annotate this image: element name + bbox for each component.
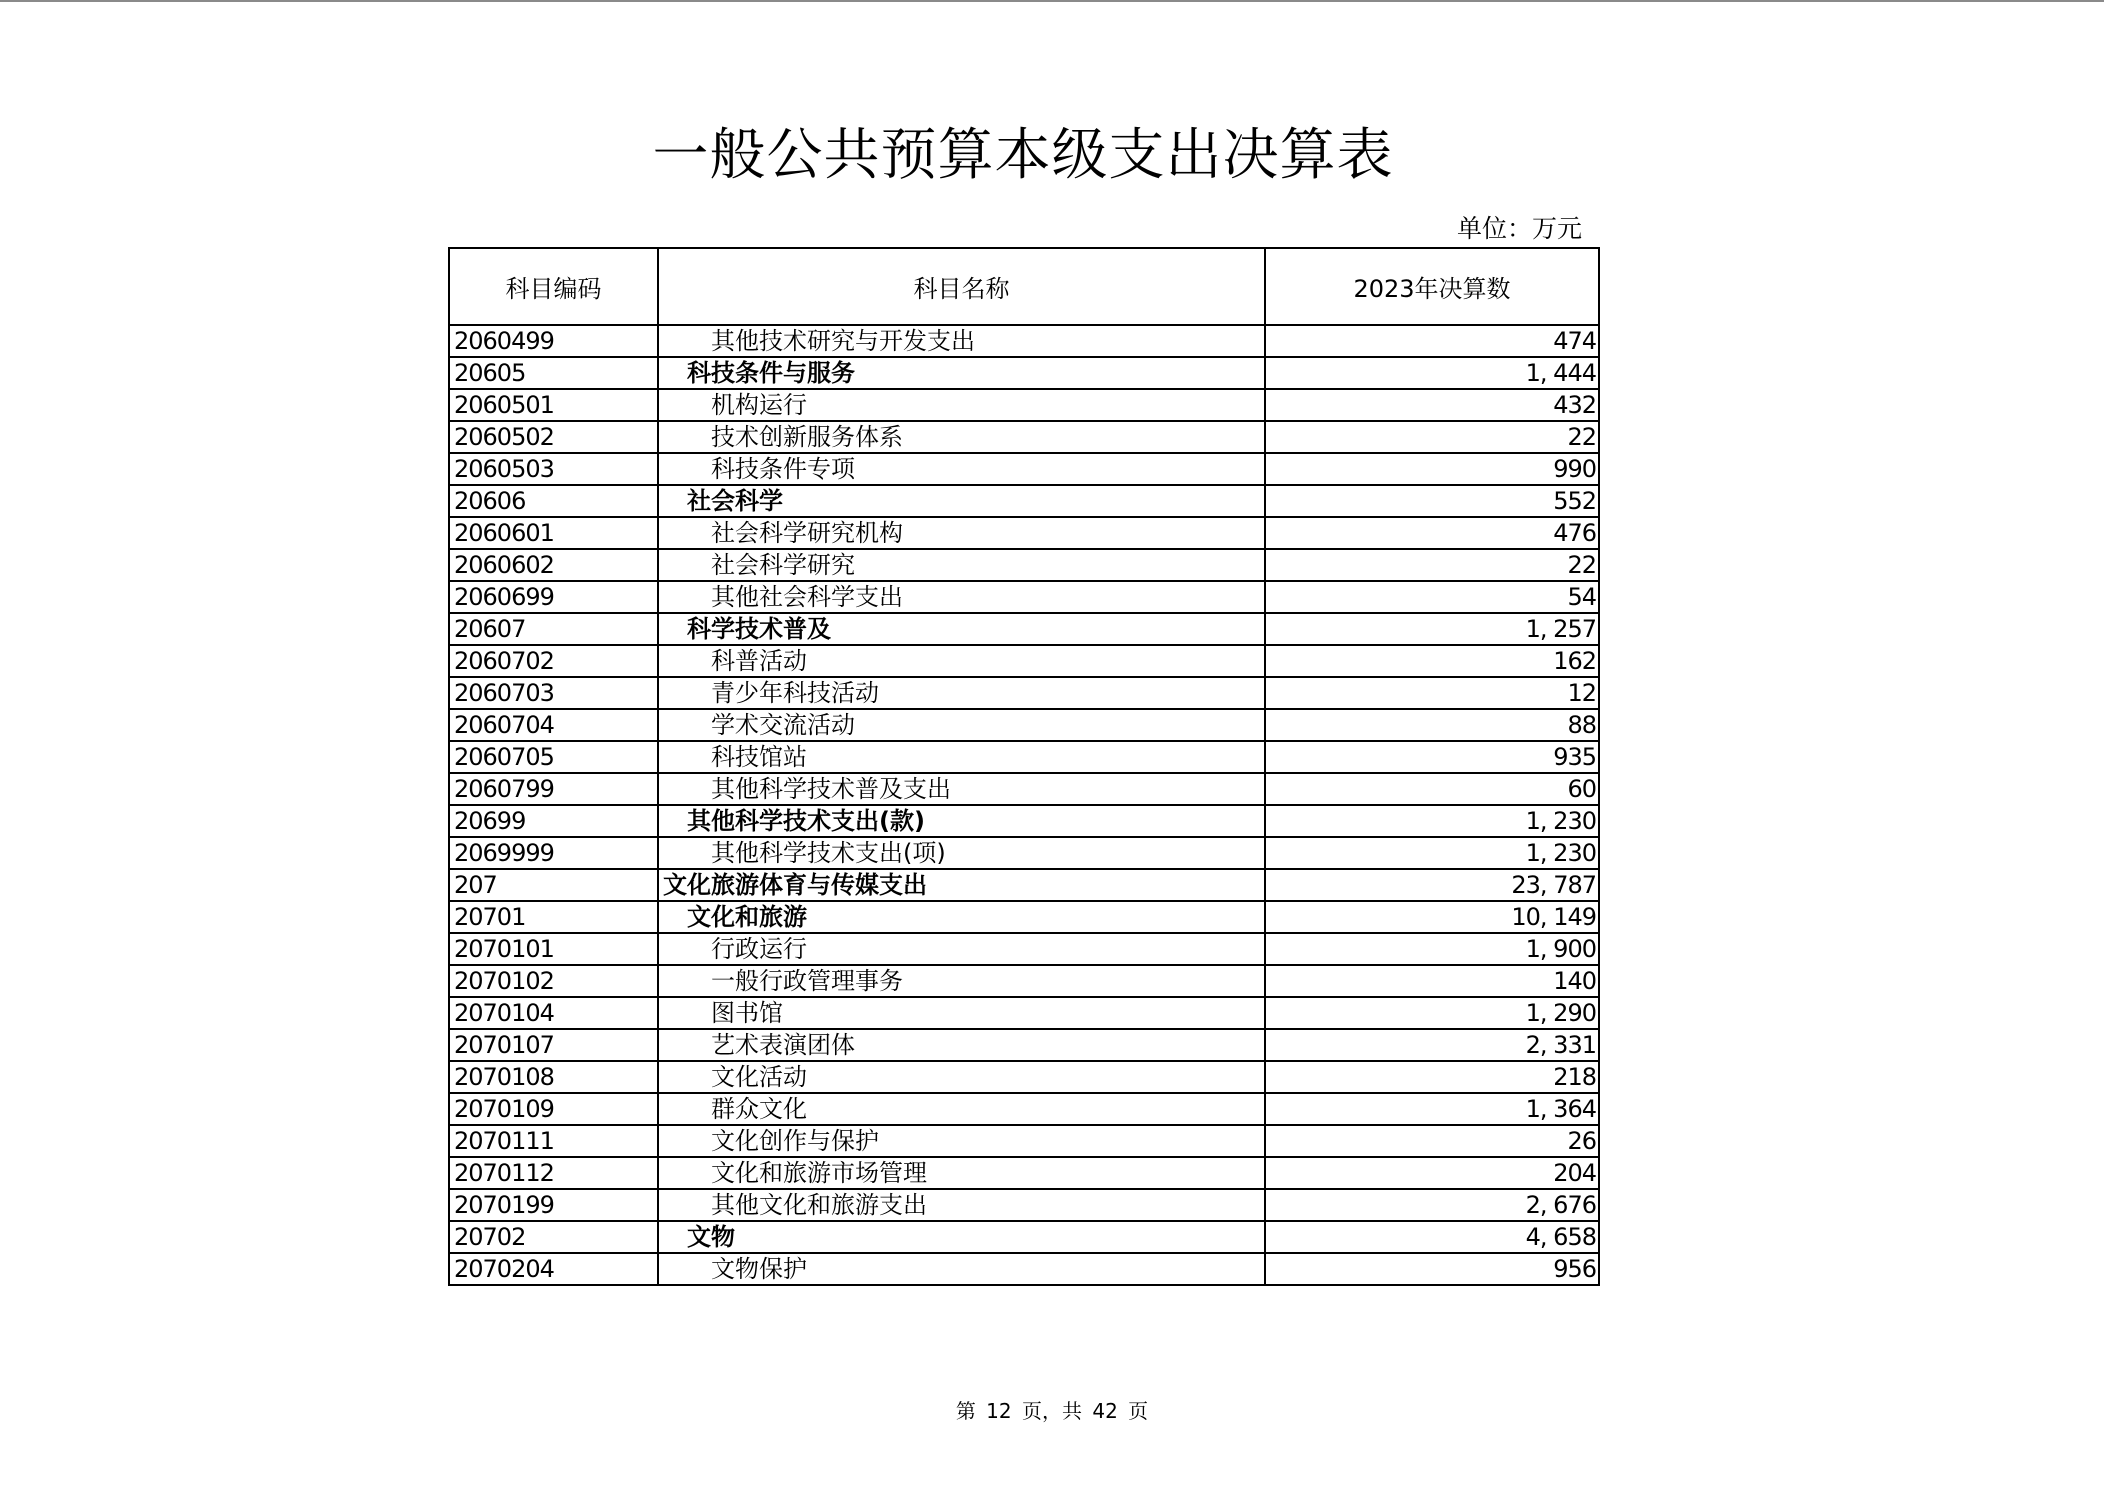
- table-row: [449, 741, 1599, 773]
- cell-name: 其他科学技术支出(款): [658, 805, 1265, 837]
- cell-code: 2060703: [449, 677, 658, 709]
- cell-code: 20607: [449, 613, 658, 645]
- table-row: [449, 997, 1599, 1029]
- cell-code: 2070204: [449, 1253, 658, 1285]
- cell-amount: 1, 444: [1265, 357, 1599, 389]
- table-row: [449, 357, 1599, 389]
- cell-amount: 204: [1265, 1157, 1599, 1189]
- cell-code: 2060601: [449, 517, 658, 549]
- cell-code: 2070199: [449, 1189, 658, 1221]
- cell-code: 2069999: [449, 837, 658, 869]
- cell-name: 社会科学研究机构: [658, 517, 1265, 549]
- cell-amount: 956: [1265, 1253, 1599, 1285]
- table-row: [449, 1189, 1599, 1221]
- table-row: [449, 709, 1599, 741]
- cell-amount: 12: [1265, 677, 1599, 709]
- cell-code: 20702: [449, 1221, 658, 1253]
- cell-code: 2060705: [449, 741, 658, 773]
- cell-code: 2070102: [449, 965, 658, 997]
- cell-code: 2070111: [449, 1125, 658, 1157]
- cell-amount: 935: [1265, 741, 1599, 773]
- cell-amount: 23, 787: [1265, 869, 1599, 901]
- cell-amount: 1, 900: [1265, 933, 1599, 965]
- header-name: 科目名称: [658, 248, 1265, 325]
- cell-name: 一般行政管理事务: [658, 965, 1265, 997]
- cell-amount: 22: [1265, 421, 1599, 453]
- cell-amount: 1, 257: [1265, 613, 1599, 645]
- cell-code: 20605: [449, 357, 658, 389]
- table-row: [449, 869, 1599, 901]
- cell-name: 群众文化: [658, 1093, 1265, 1125]
- cell-code: 20606: [449, 485, 658, 517]
- cell-name: 科技条件专项: [658, 453, 1265, 485]
- header-code: 科目编码: [449, 248, 658, 325]
- cell-amount: 476: [1265, 517, 1599, 549]
- table-row: [449, 645, 1599, 677]
- cell-amount: 218: [1265, 1061, 1599, 1093]
- cell-name: 科学技术普及: [658, 613, 1265, 645]
- cell-amount: 1, 230: [1265, 805, 1599, 837]
- cell-amount: 432: [1265, 389, 1599, 421]
- cell-code: 2070109: [449, 1093, 658, 1125]
- cell-code: 2070101: [449, 933, 658, 965]
- cell-amount: 4, 658: [1265, 1221, 1599, 1253]
- cell-name: 文化创作与保护: [658, 1125, 1265, 1157]
- cell-name: 其他社会科学支出: [658, 581, 1265, 613]
- table-row: [449, 1029, 1599, 1061]
- table-row: [449, 613, 1599, 645]
- page-footer: 第 12 页，共 42 页: [955, 1399, 1149, 1423]
- cell-amount: 2, 331: [1265, 1029, 1599, 1061]
- table-row: [449, 485, 1599, 517]
- table-row: [449, 421, 1599, 453]
- cell-amount: 60: [1265, 773, 1599, 805]
- cell-amount: 1, 290: [1265, 997, 1599, 1029]
- unit-label: 单位：万元: [1456, 214, 1582, 243]
- cell-amount: 88: [1265, 709, 1599, 741]
- cell-amount: 990: [1265, 453, 1599, 485]
- cell-name: 文物保护: [658, 1253, 1265, 1285]
- table-row: [449, 965, 1599, 997]
- cell-name: 文物: [658, 1221, 1265, 1253]
- cell-name: 科技条件与服务: [658, 357, 1265, 389]
- cell-code: 20701: [449, 901, 658, 933]
- cell-code: 20699: [449, 805, 658, 837]
- cell-code: 2070112: [449, 1157, 658, 1189]
- cell-amount: 1, 364: [1265, 1093, 1599, 1125]
- cell-name: 图书馆: [658, 997, 1265, 1029]
- table-row: [449, 325, 1599, 357]
- cell-code: 2070108: [449, 1061, 658, 1093]
- cell-code: 207: [449, 869, 658, 901]
- table-row: [449, 677, 1599, 709]
- cell-name: 机构运行: [658, 389, 1265, 421]
- cell-code: 2060499: [449, 325, 658, 357]
- cell-amount: 162: [1265, 645, 1599, 677]
- table-row: [449, 901, 1599, 933]
- cell-amount: 54: [1265, 581, 1599, 613]
- table-row: [449, 549, 1599, 581]
- table-row: [449, 1093, 1599, 1125]
- cell-name: 文化和旅游市场管理: [658, 1157, 1265, 1189]
- cell-amount: 22: [1265, 549, 1599, 581]
- table-row: [449, 453, 1599, 485]
- cell-name: 其他科学技术支出(项): [658, 837, 1265, 869]
- table-body: [449, 325, 1599, 1285]
- cell-amount: 1, 230: [1265, 837, 1599, 869]
- top-border-line: [0, 0, 2104, 2]
- table-header-row: [449, 248, 1599, 325]
- cell-code: 2060704: [449, 709, 658, 741]
- table-row: [449, 581, 1599, 613]
- cell-name: 其他技术研究与开发支出: [658, 325, 1265, 357]
- cell-name: 文化活动: [658, 1061, 1265, 1093]
- cell-name: 艺术表演团体: [658, 1029, 1265, 1061]
- cell-name: 社会科学研究: [658, 549, 1265, 581]
- table-row: [449, 389, 1599, 421]
- cell-code: 2070107: [449, 1029, 658, 1061]
- table-row: [449, 933, 1599, 965]
- budget-table: [448, 247, 1600, 1286]
- cell-name: 文化和旅游: [658, 901, 1265, 933]
- cell-name: 社会科学: [658, 485, 1265, 517]
- header-amount: 2023年决算数: [1265, 248, 1599, 325]
- table-row: [449, 1253, 1599, 1285]
- document-title: 一般公共预算本级支出决算表: [652, 123, 1394, 188]
- cell-code: 2070104: [449, 997, 658, 1029]
- cell-amount: 26: [1265, 1125, 1599, 1157]
- cell-amount: 474: [1265, 325, 1599, 357]
- cell-name: 技术创新服务体系: [658, 421, 1265, 453]
- cell-code: 2060799: [449, 773, 658, 805]
- cell-code: 2060699: [449, 581, 658, 613]
- cell-amount: 2, 676: [1265, 1189, 1599, 1221]
- table-row: [449, 1061, 1599, 1093]
- cell-name: 其他文化和旅游支出: [658, 1189, 1265, 1221]
- cell-name: 文化旅游体育与传媒支出: [658, 869, 1265, 901]
- cell-code: 2060602: [449, 549, 658, 581]
- table-row: [449, 1125, 1599, 1157]
- cell-amount: 10, 149: [1265, 901, 1599, 933]
- table-row: [449, 517, 1599, 549]
- cell-amount: 140: [1265, 965, 1599, 997]
- cell-name: 学术交流活动: [658, 709, 1265, 741]
- table-row: [449, 837, 1599, 869]
- cell-name: 其他科学技术普及支出: [658, 773, 1265, 805]
- cell-code: 2060702: [449, 645, 658, 677]
- cell-name: 行政运行: [658, 933, 1265, 965]
- table-row: [449, 1221, 1599, 1253]
- cell-code: 2060502: [449, 421, 658, 453]
- cell-code: 2060501: [449, 389, 658, 421]
- cell-amount: 552: [1265, 485, 1599, 517]
- cell-code: 2060503: [449, 453, 658, 485]
- table-row: [449, 773, 1599, 805]
- cell-name: 青少年科技活动: [658, 677, 1265, 709]
- table-row: [449, 805, 1599, 837]
- cell-name: 科普活动: [658, 645, 1265, 677]
- cell-name: 科技馆站: [658, 741, 1265, 773]
- table-row: [449, 1157, 1599, 1189]
